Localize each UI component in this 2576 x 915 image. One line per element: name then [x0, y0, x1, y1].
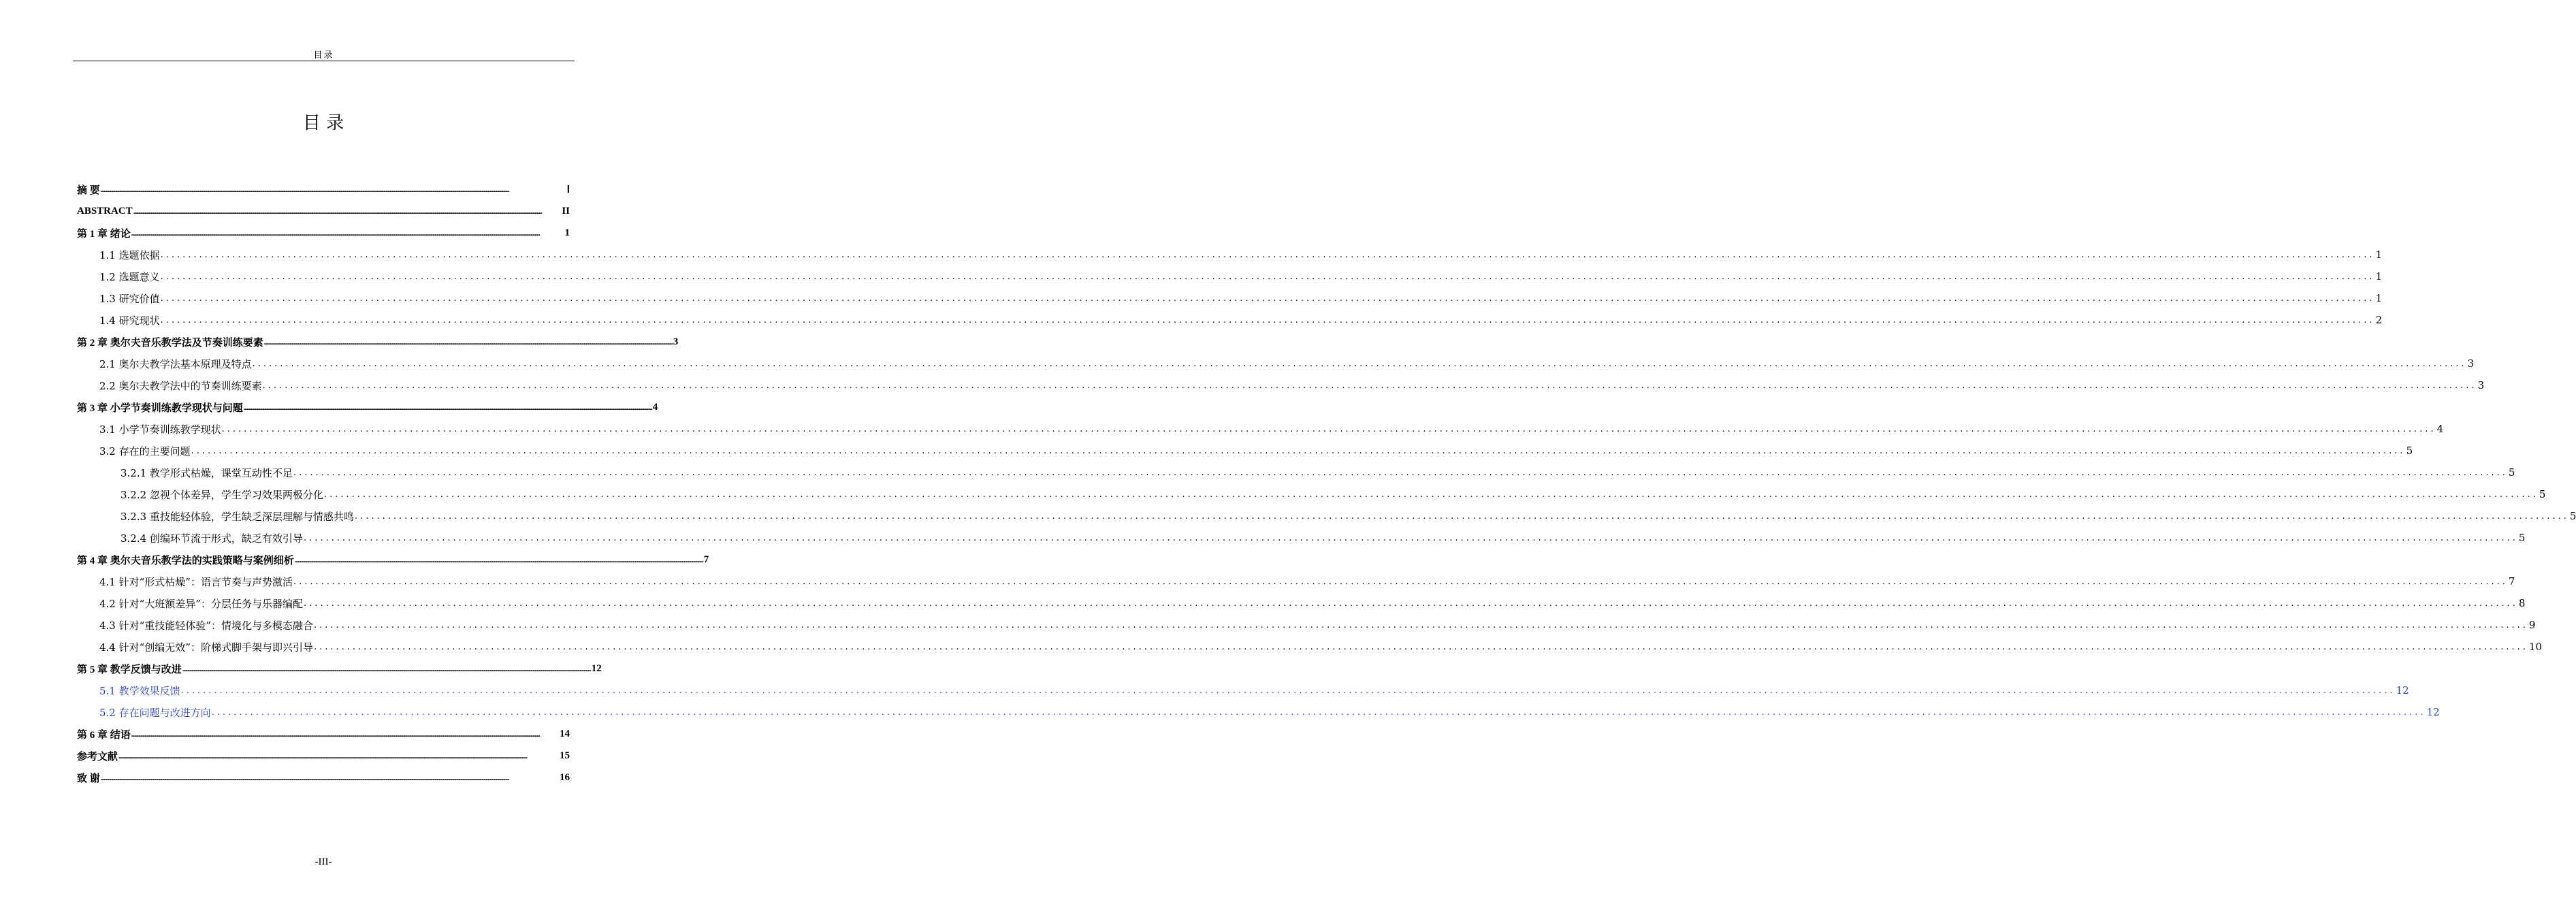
toc-entry[interactable] — [77, 178, 570, 200]
toc-entry-label: 第 1 章 绪论 — [77, 228, 131, 240]
toc-entry[interactable] — [77, 266, 2383, 287]
toc-entry-page: 3 — [2467, 357, 2475, 370]
toc-entry-page: 12 — [2396, 684, 2409, 696]
toc-entry[interactable] — [77, 636, 2542, 658]
toc-entry[interactable] — [77, 571, 2515, 592]
toc-entry[interactable] — [77, 244, 2383, 266]
toc-leader-dots: ................................................................................................................................................................................................................................................................................................................................................................................................................ — [118, 753, 528, 760]
toc-entry-page: 5 — [2569, 510, 2576, 522]
toc-leader-dots: ................................................................................................................................................................................................................................................................................................................................................................................................................ — [263, 339, 673, 347]
toc-entry[interactable] — [77, 200, 570, 222]
toc-entry-page: 7 — [703, 553, 709, 565]
toc-entry-label: 1.2 选题意义 — [99, 270, 160, 283]
toc-leader-dots: ................................................................................................................................................................................................................................................................................................................................................................................................................ — [160, 271, 2375, 282]
toc-leader-dots: ................................................................................................................................................................................................................................................................................................................................................................................................................ — [243, 404, 652, 412]
toc-leader-dots: ................................................................................................................................................................................................................................................................................................................................................................................................................ — [180, 685, 2396, 696]
toc-entry-page: 9 — [2528, 619, 2536, 631]
toc-entry[interactable] — [77, 374, 2485, 396]
toc-entry-label: 1.4 研究现状 — [99, 314, 160, 327]
toc-entry-label: 第 3 章 小学节奏训练教学现状与问题 — [77, 402, 243, 414]
toc-leader-dots: ................................................................................................................................................................................................................................................................................................................................................................................................................ — [133, 208, 542, 216]
toc-entry[interactable] — [77, 440, 2413, 462]
toc-leader-dots: ................................................................................................................................................................................................................................................................................................................................................................................................................ — [354, 511, 2569, 521]
toc-leader-dots: ................................................................................................................................................................................................................................................................................................................................................................................................................ — [293, 576, 2508, 587]
toc-entry-page: 5 — [2518, 532, 2526, 544]
toc-entry-label: ABSTRACT — [77, 205, 133, 216]
toc-leader-dots: ................................................................................................................................................................................................................................................................................................................................................................................................................ — [303, 598, 2518, 609]
toc-entry-label: 3.2 存在的主要问题 — [99, 445, 191, 458]
table-of-contents — [77, 178, 2576, 788]
toc-entry-page: 7 — [2508, 575, 2515, 588]
toc-leader-dots: ................................................................................................................................................................................................................................................................................................................................................................................................................ — [131, 230, 540, 238]
toc-entry[interactable] — [77, 418, 2444, 440]
toc-entry[interactable] — [77, 309, 2383, 331]
toc-entry[interactable] — [77, 614, 2536, 636]
toc-entry-page: 5 — [2539, 488, 2546, 500]
toc-entry-page: 1 — [564, 227, 570, 238]
toc-entry-page: 12 — [2426, 706, 2440, 718]
toc-leader-dots: ................................................................................................................................................................................................................................................................................................................................................................................................................ — [131, 731, 540, 739]
toc-entry-page: 4 — [652, 401, 658, 413]
toc-leader-dots: ................................................................................................................................................................................................................................................................................................................................................................................................................ — [262, 380, 2477, 391]
toc-leader-dots: ................................................................................................................................................................................................................................................................................................................................................................................................................ — [293, 467, 2508, 478]
toc-leader-dots: ................................................................................................................................................................................................................................................................................................................................................................................................................ — [160, 249, 2375, 260]
toc-leader-dots: ................................................................................................................................................................................................................................................................................................................................................................................................................ — [160, 315, 2375, 325]
toc-entry[interactable] — [77, 462, 2515, 483]
toc-entry-label: 3.1 小学节奏训练教学现状 — [99, 423, 221, 436]
toc-entry-label: 4.4 针对“创编无效”：阶梯式脚手架与即兴引导 — [99, 641, 313, 654]
toc-entry[interactable] — [77, 483, 2546, 505]
toc-entry-page: 12 — [591, 662, 602, 674]
toc-entry[interactable] — [77, 353, 2475, 374]
toc-entry-label: 2.1 奥尔夫教学法基本原理及特点 — [99, 357, 252, 370]
toc-entry[interactable] — [77, 767, 570, 788]
toc-entry[interactable] — [77, 592, 2526, 614]
toc-entry-label: 5.2 存在问题与改进方向 — [99, 706, 211, 719]
toc-leader-dots: ................................................................................................................................................................................................................................................................................................................................................................................................................ — [303, 532, 2518, 543]
toc-leader-dots: ................................................................................................................................................................................................................................................................................................................................................................................................................ — [323, 489, 2539, 500]
page-number: -III- — [315, 856, 332, 867]
toc-entry-page: 1 — [2375, 270, 2383, 283]
toc-entry-label: 3.2.4 创编环节流于形式，缺乏有效引导 — [120, 532, 303, 545]
toc-entry[interactable] — [77, 505, 2576, 527]
toc-leader-dots: ................................................................................................................................................................................................................................................................................................................................................................................................................ — [100, 775, 509, 782]
toc-leader-dots: ................................................................................................................................................................................................................................................................................................................................................................................................................ — [211, 707, 2426, 718]
toc-leader-dots: ................................................................................................................................................................................................................................................................................................................................................................................................................ — [252, 358, 2467, 369]
toc-entry-label: 摘 要 — [77, 184, 100, 196]
running-header: 目录 — [313, 50, 334, 61]
toc-entry-label: 3.2.3 重技能轻体验，学生缺乏深层理解与情感共鸣 — [120, 510, 354, 523]
toc-entry-page: 3 — [2477, 379, 2485, 391]
toc-leader-dots: ................................................................................................................................................................................................................................................................................................................................................................................................................ — [313, 620, 2528, 630]
toc-entry-label: 第 2 章 奥尔夫音乐教学法及节奏训练要素 — [77, 337, 263, 349]
toc-entry[interactable] — [77, 287, 2383, 309]
toc-leader-dots: ................................................................................................................................................................................................................................................................................................................................................................................................................ — [191, 445, 2406, 456]
toc-leader-dots: ................................................................................................................................................................................................................................................................................................................................................................................................................ — [221, 423, 2436, 434]
toc-entry-page: 5 — [2508, 466, 2515, 479]
toc-entry[interactable] — [77, 331, 679, 353]
toc-entry-label: 4.3 针对“重技能轻体验”：情境化与多模态融合 — [99, 619, 313, 632]
toc-entry[interactable] — [77, 222, 570, 244]
toc-entry-page: 14 — [560, 728, 570, 739]
toc-entry-page: 2 — [2375, 314, 2383, 326]
toc-entry[interactable] — [77, 527, 2526, 549]
toc-entry-label: 3.2.1 教学形式枯燥，课堂互动性不足 — [120, 466, 293, 479]
toc-entry-page: Ⅰ — [566, 184, 570, 195]
toc-leader-dots: ................................................................................................................................................................................................................................................................................................................................................................................................................ — [294, 557, 703, 564]
toc-entry[interactable] — [77, 745, 570, 767]
toc-entry-label: 致 谢 — [77, 773, 100, 784]
toc-entry-label: 第 6 章 结语 — [77, 729, 131, 741]
toc-entry[interactable] — [77, 658, 602, 679]
toc-entry[interactable] — [77, 549, 709, 571]
toc-entry-label: 3.2.2 忽视个体差异，学生学习效果两极分化 — [120, 488, 323, 501]
toc-entry-page: II — [562, 205, 570, 216]
toc-entry-label: 4.1 针对“形式枯燥”：语言节奏与声势激活 — [99, 575, 293, 588]
toc-entry-page: 16 — [560, 771, 570, 783]
toc-entry[interactable] — [77, 679, 2409, 701]
toc-entry-page: 1 — [2375, 248, 2383, 261]
toc-entry-label: 2.2 奥尔夫教学法中的节奏训练要素 — [99, 379, 262, 392]
toc-entry-label: 参考文献 — [77, 751, 118, 762]
toc-entry-page: 8 — [2518, 597, 2526, 609]
toc-entry-page: 5 — [2406, 445, 2413, 457]
toc-leader-dots: ................................................................................................................................................................................................................................................................................................................................................................................................................ — [160, 293, 2375, 304]
toc-leader-dots: ................................................................................................................................................................................................................................................................................................................................................................................................................ — [100, 187, 509, 194]
toc-entry-label: 第 4 章 奥尔夫音乐教学法的实践策略与案例细析 — [77, 555, 294, 566]
toc-entry-label: 1.1 选题依据 — [99, 248, 160, 261]
toc-entry-page: 15 — [560, 750, 570, 761]
toc-entry-label: 5.1 教学效果反馈 — [99, 684, 180, 697]
toc-entry-page: 4 — [2436, 423, 2444, 435]
toc-leader-dots: ................................................................................................................................................................................................................................................................................................................................................................................................................ — [182, 666, 591, 673]
toc-entry[interactable] — [77, 396, 658, 418]
toc-entry-label: 第 5 章 教学反馈与改进 — [77, 664, 182, 675]
toc-entry[interactable] — [77, 723, 570, 745]
toc-title: 目 录 — [302, 113, 344, 133]
toc-entry-label: 1.3 研究价值 — [99, 292, 160, 305]
toc-entry-page: 10 — [2528, 641, 2542, 653]
toc-entry[interactable] — [77, 701, 2440, 723]
toc-entry-label: 4.2 针对“大班额差异”：分层任务与乐器编配 — [99, 597, 303, 610]
toc-leader-dots: ................................................................................................................................................................................................................................................................................................................................................................................................................ — [313, 641, 2528, 652]
toc-entry-page: 3 — [673, 336, 679, 347]
toc-entry-page: 1 — [2375, 292, 2383, 304]
